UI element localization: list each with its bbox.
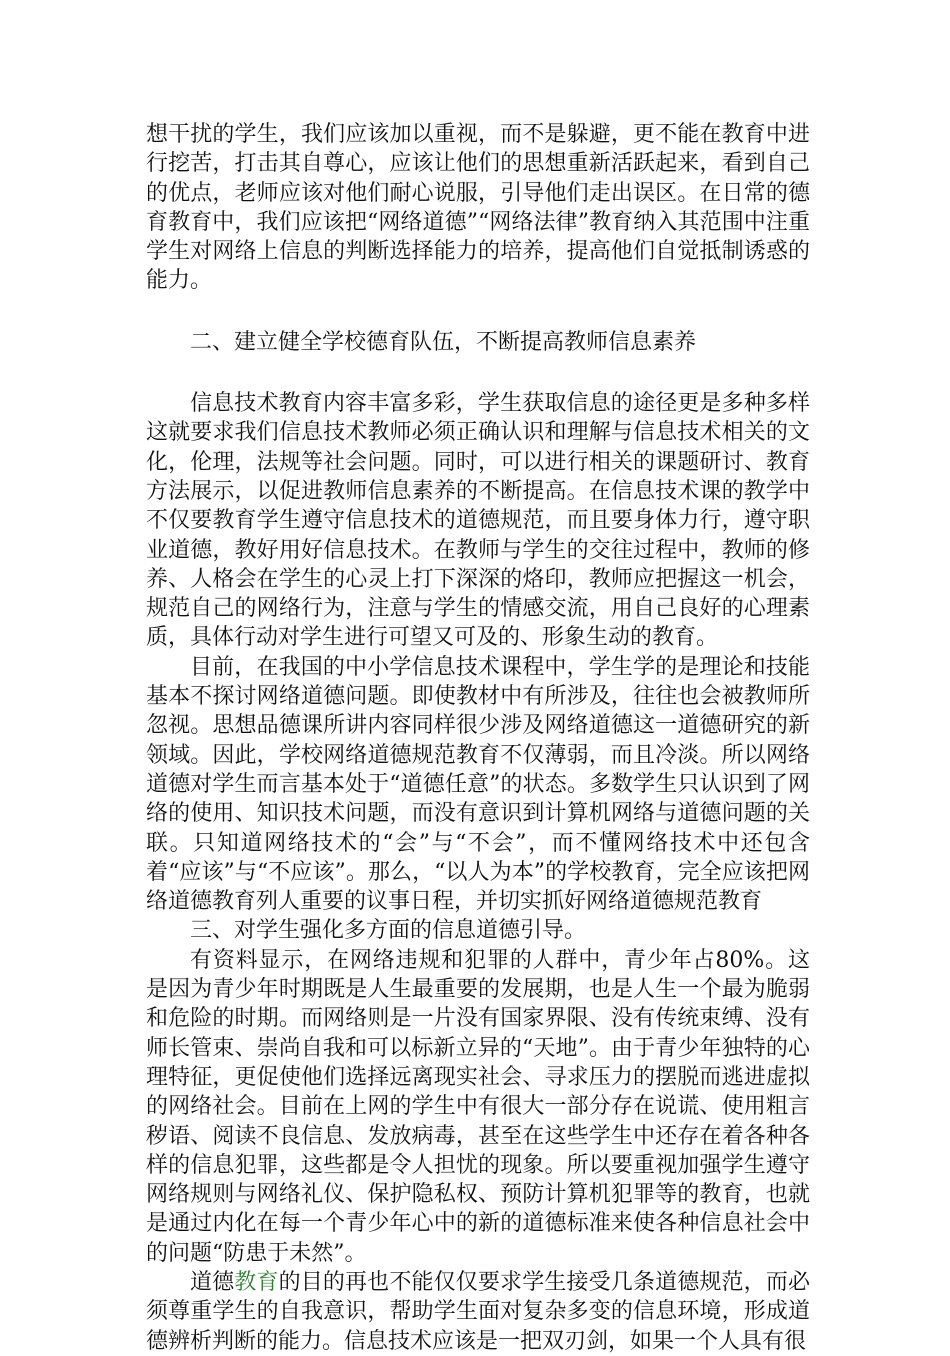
paragraph-5-rest: 的目的再也不能仅仅要求学生接受几条道德规范，而必须尊重学生的自我意识，帮助学生面对复杂多变的信息环境，形成道德辨析判断的能力。信息技术应该是一把双刃剑，如果一个人具有很 <box>146 1269 810 1354</box>
paragraph-4: 有资料显示，在网络违规和犯罪的人群中，青少年占80%。这是因为青少年时期既是人生最重要的发展期，也是人生一个最为脆弱和危险的时期。而网络则是一片没有国家界限、没有传统束缚、没有师长管束、崇尚自我和可以标新立异的“天地”。由于青少年独特的心理特征，更促使他们选择远离现实社会、寻求压力的摆脱而逃进虚拟的网络社会。目前在上网的学生中有很大一部分存在说谎、使用粗言秽语、阅读不良信息、发放病毒，甚至在这些学生中还存在着各种各样的信息犯罪，这些都是令人担忧的现象。所以要重视加强学生遵守网络规则与网络礼仪、保护隐私权、预防计算机犯罪等的教育，也就是通过内化在每一个青少年心中的新的道德标准来使各种信息社会中的问题“防患于未然”。 <box>146 947 810 1266</box>
paragraph-3: 目前，在我国的中小学信息技术课程中，学生学的是理论和技能基本不探讨网络道德问题。即使教材中有所涉及，往往也会被教师所忽视。思想品德课所讲内容同样很少涉及网络道德这一道德研究的新领域。因此，学校网络道德规范教育不仅薄弱，而且冷淡。所以网络道德对学生而言基本处于“道德任意”的状态。多数学生只认识到了网络的使用、知识技术问题，而没有意识到计算机网络与道德问题的关联。只知道网络技术的“会”与“不会”，而不懂网络技术中还包含着“应该”与“不应该”。那么，“以人为本”的学校教育，完全应该把网络道德教育列人重要的议事日程，并切实抓好网络道德规范教育 <box>146 654 810 915</box>
paragraph-5-start: 道德 <box>190 1269 235 1295</box>
section-heading-3: 三、对学生强化多方面的信息道德引导。 <box>190 918 587 944</box>
section-heading-2: 二、建立健全学校德育队伍，不断提高教师信息素养 <box>190 329 697 355</box>
document-body <box>146 120 810 1356</box>
paragraph-1: 想干扰的学生，我们应该加以重视，而不是躲避，更不能在教育中进行挖苦，打击其自尊心，应该让他们的思想重新活跃起来，看到自己的优点，老师应该对他们耐心说服，引导他们走出误区。在日常的德育教育中，我们应该把“网络道德”“网络法律”教育纳入其范围中注重学生对网络上信息的判断选择能力的培养，提高他们自觉抵制诱惑的能力。 <box>146 122 810 294</box>
paragraph-2: 信息技术教育内容丰富多彩，学生获取信息的途径更是多种多样这就要求我们信息技术教师必须正确认识和理解与信息技术相关的文化，伦理，法规等社会问题。同时，可以进行相关的课题研讨、教育方法展示，以促进教师信息素养的不断提高。在信息技术课的教学中不仅要教育学生遵守信息技术的道德规范，而且要身体力行，遵守职业道德，教好用好信息技术。在教师与学生的交往过程中，教师的修养、人格会在学生的心灵上打下深深的烙印，教师应把握这一机会，规范自己的网络行为，注意与学生的情感交流，用自己良好的心理素质，具体行动对学生进行可望又可及的、形象生动的教育。 <box>146 391 810 651</box>
education-link[interactable]: 教育 <box>234 1269 279 1295</box>
paragraph-5 <box>146 1268 810 1356</box>
